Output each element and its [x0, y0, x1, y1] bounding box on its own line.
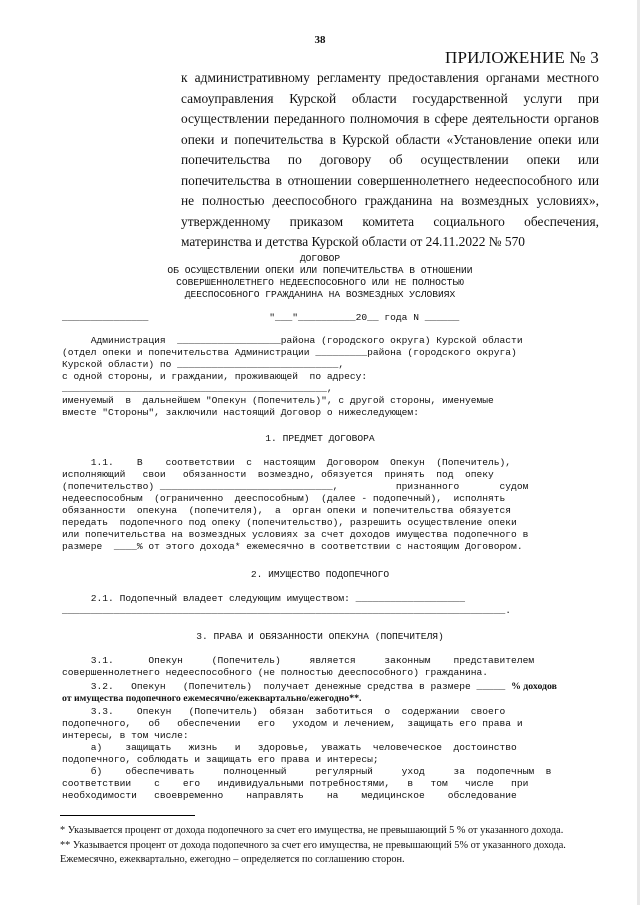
intro-line: Администрация __________________района (городского округа) Курской области — [62, 335, 523, 346]
section-1-line: или попечительства на возмездных условиях за счет доходов имущества подопечного в — [62, 529, 529, 540]
appendix-title: ПРИЛОЖЕНИЕ № 3 — [445, 48, 599, 67]
section-3-title: 3. ПРАВА И ОБЯЗАННОСТИ ОПЕКУНА (ПОПЕЧИТЕЛЯ) — [196, 631, 444, 642]
section-1-line: 1.1. В соответствии с настоящим Договором Опекун (Попечитель), — [62, 457, 512, 468]
section-3-3-line: необходимости своевременно направлять на медицинское обследование — [62, 790, 517, 801]
footnote-2: ** Указывается процент от дохода подопечного за счет его имущества, не превышающий 5% от указанного дохода. Ежемесячно, ежеквартально, ежегодно – определяется по соглашению сторон. — [60, 840, 566, 865]
contract-title: ДОГОВОР — [299, 253, 341, 264]
section-3-3-line: интересы, в том числе: — [62, 730, 189, 741]
section-3-2-text: 3.2. Опекун (Попечитель) получает денежные средства в размере _____ — [62, 681, 512, 692]
intro-line: (отдел опеки и попечительства Администрации _________района (городского округа) — [62, 347, 517, 358]
section-3-2-period: от имущества подопечного ежемесячно/ежеквартально/ежегодно**. — [62, 693, 362, 704]
footnote-1: * Указывается процент от дохода подопечного за счет его имущества, не превышающий 5 % от указанного дохода. — [60, 825, 564, 836]
section-2-line: _____________________________________________________________________________. — [62, 605, 512, 616]
section-1-title: 1. ПРЕДМЕТ ДОГОВОРА — [265, 433, 375, 444]
contract-subtitle-line-2: СОВЕРШЕННОЛЕТНЕГО НЕДЕЕСПОСОБНОГО ИЛИ НЕ ПОЛНОСТЬЮ — [176, 277, 464, 288]
section-1-line: передать подопечного под опеку (попечительство), разрешить осуществление опеки — [62, 517, 517, 528]
appendix-text: к административному регламенту предоставления органами местного самоуправления Курской области государственной услуги при осуществлении переданного полномочия в сфере деятельности органов опеки и попечительства в Курской области «Установление опеки или попечительства по договору об осуществлении опеки или попечительства в отношении совершеннолетнего недееспособного или не полностью дееспособного гражданина на возмездных условиях», утвержденному приказом комитета социального обеспечения, материнства и детства Курской области от 24.11.2022 № 570 — [181, 70, 599, 249]
section-2-title: 2. ИМУЩЕСТВО ПОДОПЕЧНОГО — [250, 569, 390, 580]
section-3-2-percent-suffix: % доходов — [511, 681, 557, 692]
page-number: 38 — [314, 34, 326, 46]
section-1-line: обязанности опекуна (попечителя), а орган опеки и попечительства обязуется — [62, 505, 512, 516]
intro-line: вместе "Стороны", заключили настоящий Договор о нижеследующем: — [62, 407, 419, 418]
footnote-separator — [60, 815, 195, 816]
appendix-block — [181, 48, 599, 253]
section-3-3-line: соответствии с его индивидуальными потребностями, в том числе при — [62, 778, 529, 789]
section-1-line: размере ____% от этого дохода* ежемесячно в соответствии с настоящим Договором. — [62, 541, 523, 552]
date-number-line: _______________ "___"__________20__ года N ______ — [62, 312, 460, 323]
section-3-3-line: подопечного, соблюдать и защищать его права и интересы; — [62, 754, 379, 765]
section-2-line: 2.1. Подопечный владеет следующим имуществом: ___________________ — [62, 593, 466, 604]
section-3-1-line: 3.1. Опекун (Попечитель) является законным представителем — [62, 655, 535, 666]
contract-subtitle-line-3: ДЕЕСПОСОБНОГО ГРАЖДАНИНА НА ВОЗМЕЗДНЫХ УСЛОВИЯХ — [184, 289, 456, 300]
intro-line: с одной стороны, и граждании, проживающей по адресу: — [62, 371, 368, 382]
section-3-1-line: совершеннолетнего недееспособного (не полностью дееспособного) гражданина. — [62, 667, 489, 678]
intro-line: ______________________________________________, — [62, 383, 333, 394]
section-3-3-line: а) защищать жизнь и здоровье, уважать человеческое достоинство — [62, 742, 517, 753]
section-3-3-line: подопечного, об обеспечении его уходом и лечением, защищать его права и — [62, 718, 523, 729]
contract-subtitle-line-1: ОБ ОСУЩЕСТВЛЕНИИ ОПЕКИ ИЛИ ПОПЕЧИТЕЛЬСТВА В ОТНОШЕНИИ — [167, 265, 473, 276]
section-3-2-line — [62, 681, 557, 693]
section-1-line: исполняющий свои обязанности возмездно, обязуется принять под опеку — [62, 469, 494, 480]
intro-line: именуемый в дальнейшем "Опекун (Попечитель)", с другой стороны, именуемые — [62, 395, 494, 406]
section-1-line: недееспособным (ограниченно дееспособным) (далее - подопечный), исполнять — [62, 493, 506, 504]
intro-line: Курской области) по ____________________________, — [62, 359, 345, 370]
section-3-3-line: 3.3. Опекун (Попечитель) обязан заботиться о содержании своего — [62, 706, 506, 717]
section-1-line: (попечительство) ______________________________, признанного судом — [62, 481, 529, 492]
section-3-3-line: б) обеспечивать полноценный регулярный уход за подопечным в — [62, 766, 552, 777]
